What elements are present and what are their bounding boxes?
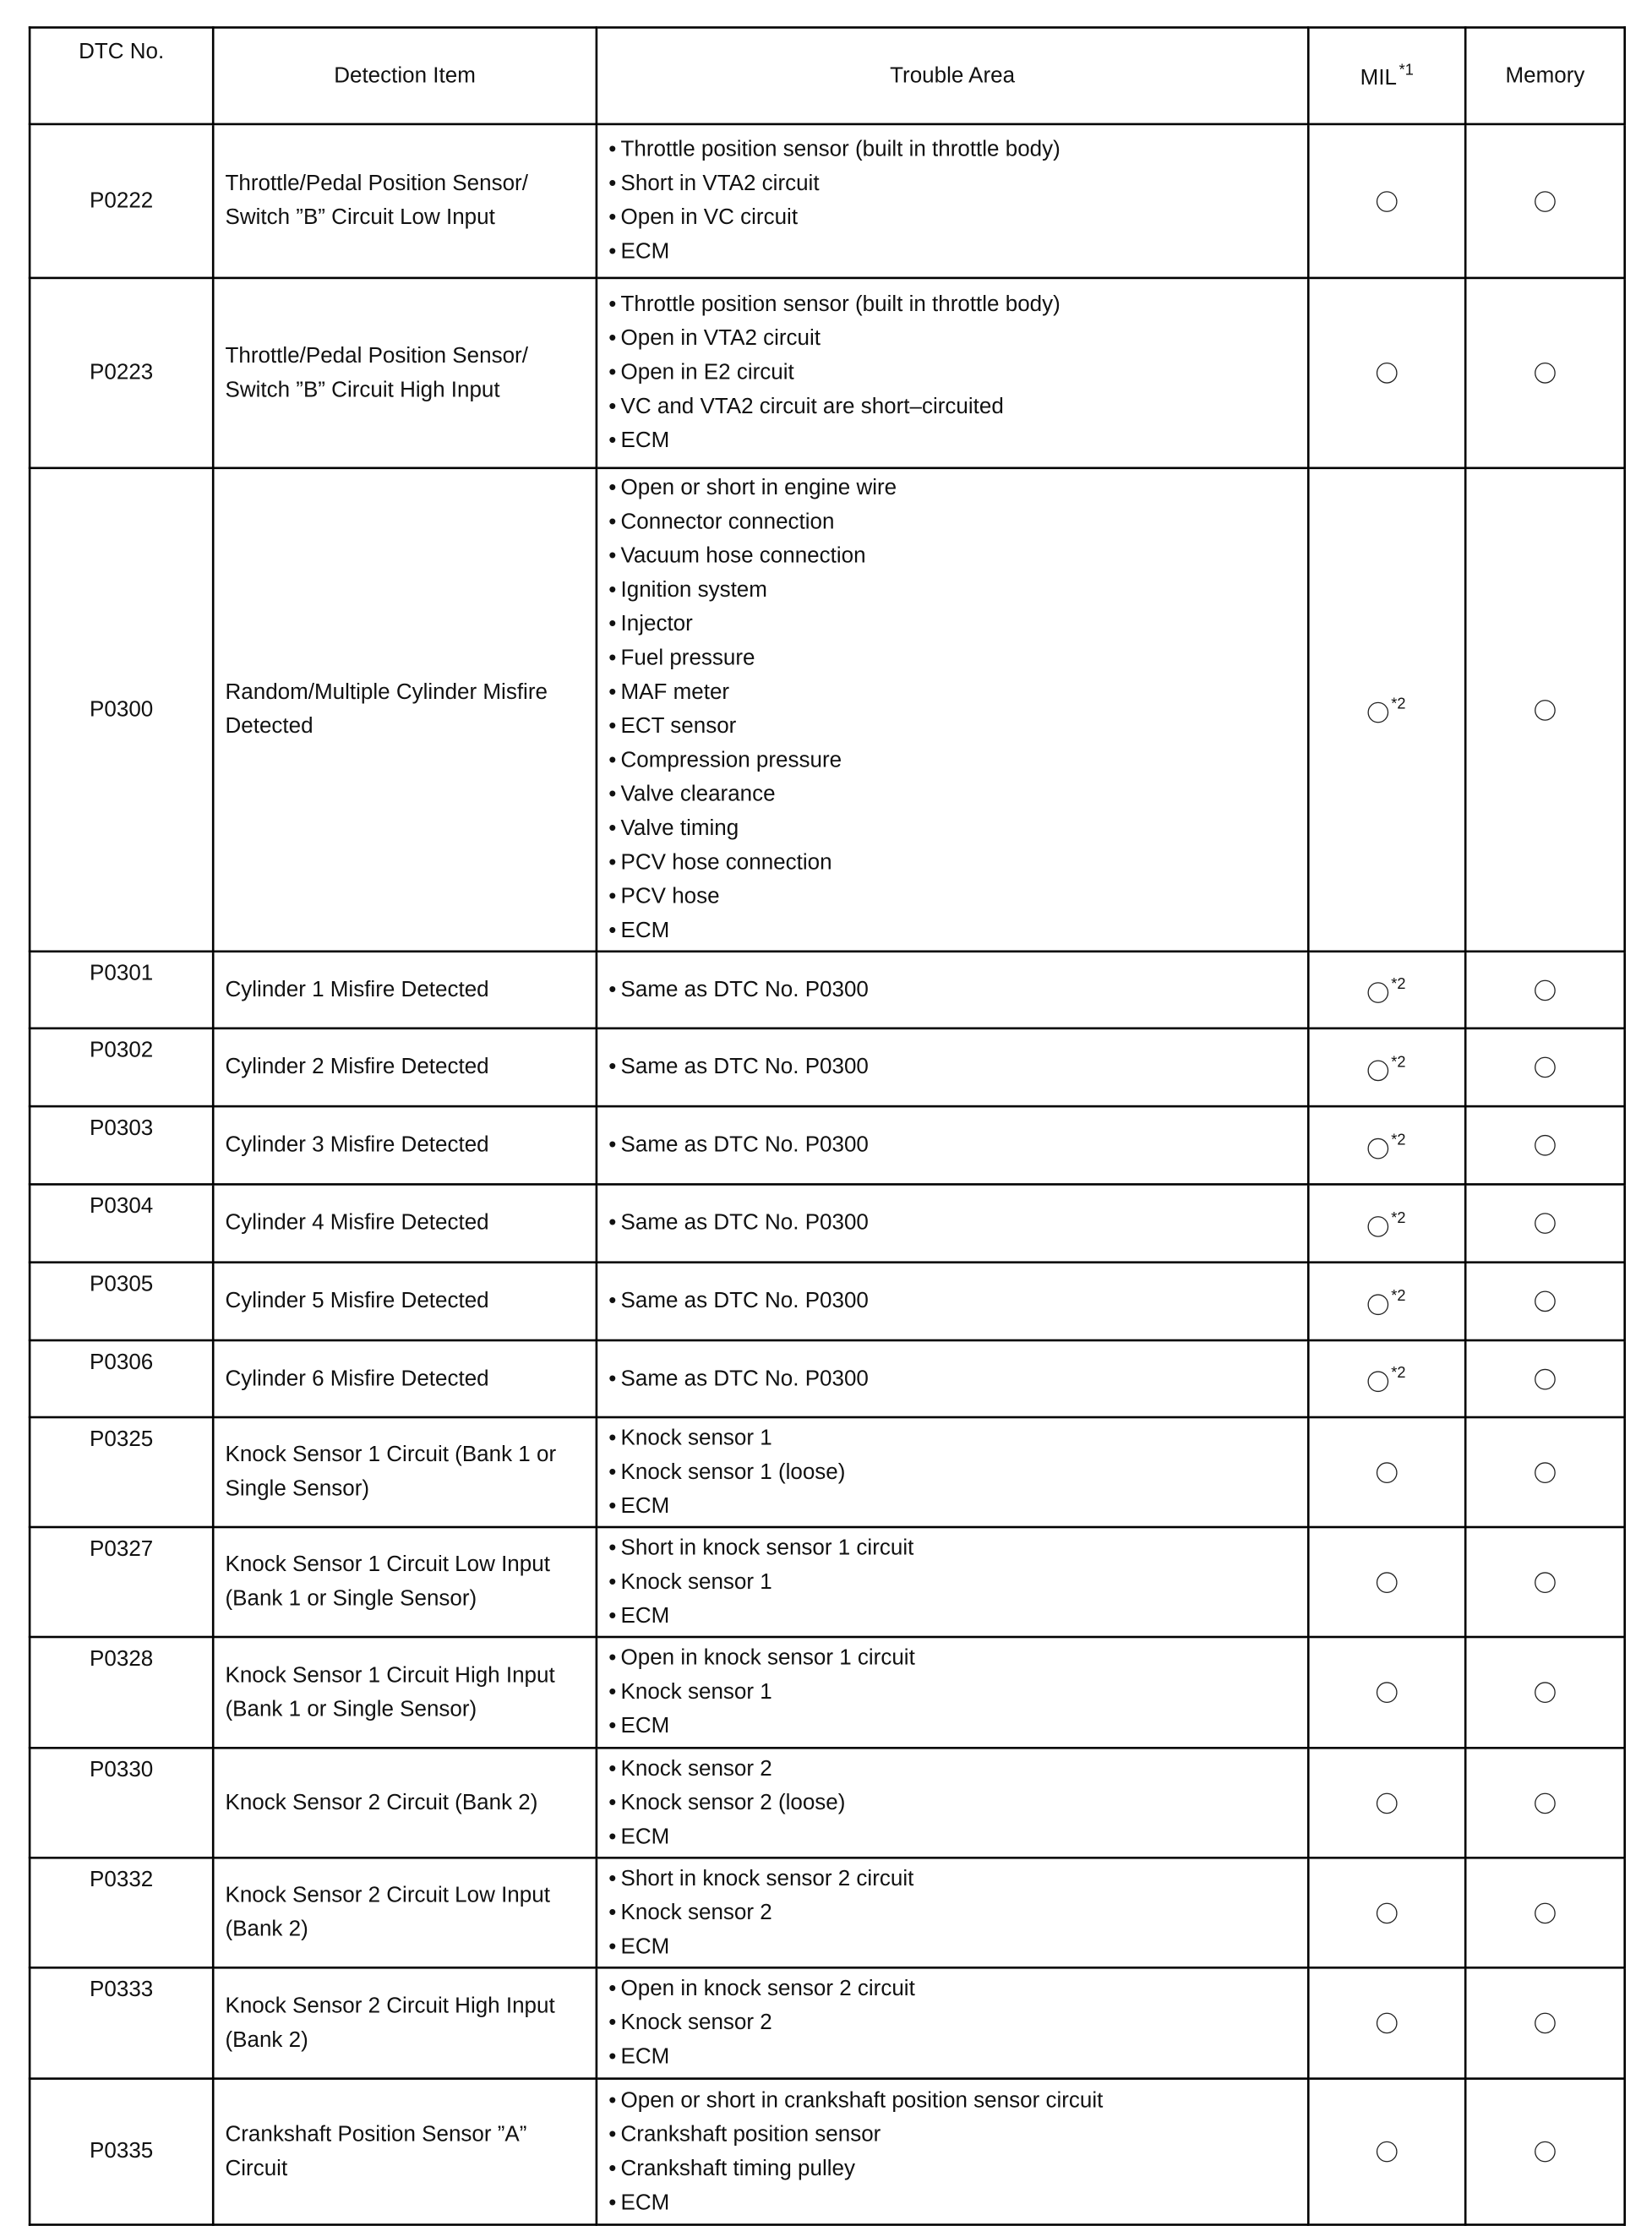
table-row <box>30 1527 1625 1637</box>
trouble-area-list <box>608 472 1307 948</box>
trouble-area-item: • Open or short in engine wire <box>608 472 1307 505</box>
mil-cell <box>1308 1527 1465 1637</box>
dtc-code: P0330 <box>30 1748 213 1858</box>
memory-cell <box>1465 1106 1625 1184</box>
dtc-code: P0306 <box>30 1340 213 1417</box>
memory-cell <box>1465 1028 1625 1106</box>
mil-footnote: *2 <box>1391 1208 1406 1226</box>
mil-footnote: *2 <box>1391 974 1406 992</box>
trouble-area-item: • PCV hose <box>608 880 1307 914</box>
mil-cell <box>1308 1858 1465 1967</box>
header-mil <box>1308 28 1465 124</box>
circle-mark-icon <box>1535 979 1556 1001</box>
circle-mark-icon <box>1535 1291 1556 1312</box>
dtc-code: P0302 <box>30 1028 213 1106</box>
dtc-code: P0222 <box>30 124 213 278</box>
circle-mark-icon <box>1535 1572 1556 1593</box>
trouble-area-item: • Injector <box>608 608 1307 641</box>
table-row <box>30 1748 1625 1858</box>
circle-mark-icon <box>1535 363 1556 384</box>
header-mil-label: MIL <box>1360 66 1398 90</box>
mil-footnote: *2 <box>1391 1363 1406 1382</box>
table-row <box>30 278 1625 468</box>
trouble-area-item: • ECM <box>608 914 1307 948</box>
trouble-area-item: • Knock sensor 1 <box>608 1565 1307 1599</box>
trouble-area-item: • Open in knock sensor 2 circuit <box>608 1972 1307 2006</box>
detection-item: Knock Sensor 1 Circuit High Input (Bank 1 or Single Sensor) <box>213 1637 597 1748</box>
mil-cell <box>1308 124 1465 278</box>
detection-item: Knock Sensor 2 Circuit Low Input (Bank 2) <box>213 1858 597 1967</box>
circle-mark-icon <box>1535 2141 1556 2163</box>
table-row <box>30 468 1625 952</box>
trouble-area-item: • Crankshaft position sensor <box>608 2118 1307 2152</box>
table-row <box>30 1028 1625 1106</box>
mil-cell <box>1308 1106 1465 1184</box>
table-header-row <box>30 28 1625 124</box>
table-row <box>30 2079 1625 2225</box>
table-row <box>30 1263 1625 1340</box>
table-row <box>30 124 1625 278</box>
table-row <box>30 1184 1625 1262</box>
dtc-code: P0301 <box>30 952 213 1028</box>
trouble-area-item: • ECT sensor <box>608 710 1307 744</box>
trouble-area-item: • Same as DTC No. P0300 <box>608 1361 1307 1395</box>
dtc-code: P0304 <box>30 1184 213 1262</box>
table-row <box>30 1858 1625 1967</box>
trouble-area-item: • Vacuum hose connection <box>608 539 1307 573</box>
trouble-area-item: • Knock sensor 1 <box>608 1675 1307 1709</box>
trouble-area-item: • Short in knock sensor 1 circuit <box>608 1531 1307 1565</box>
table-row <box>30 1967 1625 2078</box>
trouble-area-item: • Same as DTC No. P0300 <box>608 1050 1307 1084</box>
circle-mark-icon <box>1377 191 1398 212</box>
table-row <box>30 1340 1625 1417</box>
trouble-area-item: • Open in knock sensor 1 circuit <box>608 1641 1307 1675</box>
trouble-area-list <box>608 1285 1307 1318</box>
circle-mark-icon <box>1377 1462 1398 1483</box>
trouble-area <box>597 468 1308 952</box>
detection-item: Knock Sensor 2 Circuit High Input (Bank 2) <box>213 1967 597 2078</box>
dtc-code: P0325 <box>30 1417 213 1527</box>
detection-item: Knock Sensor 1 Circuit (Bank 1 or Single Sensor) <box>213 1417 597 1527</box>
memory-cell <box>1465 1748 1625 1858</box>
trouble-area-item: • Same as DTC No. P0300 <box>608 1128 1307 1162</box>
trouble-area <box>597 1858 1308 1967</box>
memory-cell <box>1465 1417 1625 1527</box>
circle-mark-icon <box>1535 1135 1556 1156</box>
trouble-area-item: • Knock sensor 1 (loose) <box>608 1455 1307 1489</box>
trouble-area-item: • ECM <box>608 1489 1307 1523</box>
circle-mark-icon <box>1377 2141 1398 2163</box>
mil-cell <box>1308 1028 1465 1106</box>
dtc-code: P0333 <box>30 1967 213 2078</box>
trouble-area-item: • Fuel pressure <box>608 641 1307 675</box>
trouble-area-item: • ECM <box>608 1710 1307 1743</box>
dtc-code: P0332 <box>30 1858 213 1967</box>
memory-cell <box>1465 1263 1625 1340</box>
mil-footnote: *2 <box>1391 1051 1406 1070</box>
mil-cell <box>1308 1417 1465 1527</box>
circle-mark-icon <box>1535 1683 1556 1704</box>
dtc-code: P0335 <box>30 2079 213 2225</box>
trouble-area-list <box>608 2083 1307 2219</box>
memory-cell <box>1465 2079 1625 2225</box>
table-row <box>30 952 1625 1028</box>
mil-cell <box>1308 952 1465 1028</box>
circle-mark-icon <box>1535 2013 1556 2034</box>
trouble-area-item: • ECM <box>608 1599 1307 1633</box>
header-memory: Memory <box>1465 28 1625 124</box>
circle-mark-icon <box>1535 1213 1556 1234</box>
detection-item: Cylinder 1 Misfire Detected <box>213 952 597 1028</box>
trouble-area-list <box>608 1972 1307 2075</box>
detection-item: Cylinder 5 Misfire Detected <box>213 1263 597 1340</box>
dtc-code: P0300 <box>30 468 213 952</box>
detection-item: Cylinder 3 Misfire Detected <box>213 1106 597 1184</box>
memory-cell <box>1465 468 1625 952</box>
trouble-area-item: • ECM <box>608 424 1307 458</box>
table-row <box>30 1637 1625 1748</box>
header-detection-item: Detection Item <box>213 28 597 124</box>
trouble-area-list <box>608 133 1307 269</box>
trouble-area <box>597 1527 1308 1637</box>
trouble-area-item: • Knock sensor 2 <box>608 1896 1307 1929</box>
trouble-area-item: • Valve timing <box>608 812 1307 846</box>
trouble-area-item: • Open in VTA2 circuit <box>608 322 1307 356</box>
trouble-area-list <box>608 1128 1307 1162</box>
circle-mark-icon <box>1535 1792 1556 1814</box>
mil-footnote: *2 <box>1391 694 1406 712</box>
mil-cell <box>1308 1263 1465 1340</box>
trouble-area-item: • Throttle position sensor (built in throttle body) <box>608 133 1307 166</box>
trouble-area-item: • Open or short in crankshaft position sensor circuit <box>608 2083 1307 2117</box>
table-row <box>30 1106 1625 1184</box>
circle-mark-icon <box>1377 1902 1398 1923</box>
trouble-area-item: • Same as DTC No. P0300 <box>608 1206 1307 1240</box>
trouble-area-item: • Same as DTC No. P0300 <box>608 1285 1307 1318</box>
detection-item: Crankshaft Position Sensor ”A” Circuit <box>213 2079 597 2225</box>
trouble-area-item: • Short in knock sensor 2 circuit <box>608 1862 1307 1896</box>
circle-mark-icon <box>1535 1368 1556 1389</box>
memory-cell <box>1465 1340 1625 1417</box>
trouble-area-item: • Throttle position sensor (built in throttle body) <box>608 288 1307 322</box>
trouble-area <box>597 2079 1308 2225</box>
mil-cell <box>1308 2079 1465 2225</box>
dtc-table <box>29 26 1626 2226</box>
trouble-area-item: • Knock sensor 2 <box>608 1752 1307 1786</box>
detection-item: Throttle/Pedal Position Sensor/ Switch ”B” Circuit Low Input <box>213 124 597 278</box>
trouble-area-list <box>608 1050 1307 1084</box>
trouble-area-item: • Open in E2 circuit <box>608 356 1307 390</box>
detection-item: Cylinder 4 Misfire Detected <box>213 1184 597 1262</box>
header-dtc-no: DTC No. <box>30 28 213 124</box>
mil-cell <box>1308 1748 1465 1858</box>
header-trouble-area: Trouble Area <box>597 28 1308 124</box>
circle-mark-icon <box>1377 1792 1398 1814</box>
trouble-area-item: • Knock sensor 1 <box>608 1421 1307 1455</box>
trouble-area <box>597 1637 1308 1748</box>
trouble-area-list <box>608 288 1307 459</box>
trouble-area-item: • Connector connection <box>608 505 1307 539</box>
circle-mark-icon <box>1535 1902 1556 1923</box>
circle-mark-icon <box>1368 1216 1389 1237</box>
memory-cell <box>1465 952 1625 1028</box>
trouble-area <box>597 952 1308 1028</box>
circle-mark-icon <box>1535 1462 1556 1483</box>
memory-cell <box>1465 1184 1625 1262</box>
dtc-code: P0303 <box>30 1106 213 1184</box>
dtc-code: P0328 <box>30 1637 213 1748</box>
mil-cell <box>1308 468 1465 952</box>
memory-cell <box>1465 1637 1625 1748</box>
trouble-area-list <box>608 1752 1307 1854</box>
circle-mark-icon <box>1368 1294 1389 1315</box>
trouble-area-item: • Knock sensor 2 <box>608 2006 1307 2040</box>
trouble-area-list <box>608 1531 1307 1634</box>
trouble-area-list <box>608 1421 1307 1524</box>
trouble-area-item: • Compression pressure <box>608 744 1307 777</box>
dtc-code: P0223 <box>30 278 213 468</box>
circle-mark-icon <box>1368 702 1389 723</box>
circle-mark-icon <box>1377 2013 1398 2034</box>
trouble-area-item: • ECM <box>608 235 1307 269</box>
header-mil-footnote: *1 <box>1398 60 1414 79</box>
circle-mark-icon <box>1377 363 1398 384</box>
detection-item: Cylinder 2 Misfire Detected <box>213 1028 597 1106</box>
trouble-area-list <box>608 973 1307 1007</box>
circle-mark-icon <box>1377 1572 1398 1593</box>
trouble-area-item: • Knock sensor 2 (loose) <box>608 1786 1307 1820</box>
trouble-area <box>597 1340 1308 1417</box>
trouble-area <box>597 278 1308 468</box>
trouble-area-item: • Same as DTC No. P0300 <box>608 973 1307 1007</box>
mil-footnote: *2 <box>1391 1130 1406 1148</box>
circle-mark-icon <box>1535 1057 1556 1078</box>
trouble-area <box>597 1263 1308 1340</box>
mil-cell <box>1308 278 1465 468</box>
trouble-area-item: • MAF meter <box>608 676 1307 710</box>
trouble-area <box>597 1417 1308 1527</box>
circle-mark-icon <box>1368 1372 1389 1393</box>
trouble-area-item: • Valve clearance <box>608 777 1307 811</box>
trouble-area-list <box>608 1641 1307 1743</box>
trouble-area-item: • Crankshaft timing pulley <box>608 2152 1307 2185</box>
circle-mark-icon <box>1368 982 1389 1003</box>
circle-mark-icon <box>1535 191 1556 212</box>
detection-item: Knock Sensor 1 Circuit Low Input (Bank 1 or Single Sensor) <box>213 1527 597 1637</box>
mil-cell <box>1308 1340 1465 1417</box>
dtc-code: P0327 <box>30 1527 213 1637</box>
memory-cell <box>1465 124 1625 278</box>
trouble-area-item: • Short in VTA2 circuit <box>608 167 1307 201</box>
circle-mark-icon <box>1368 1138 1389 1159</box>
memory-cell <box>1465 1858 1625 1967</box>
detection-item: Knock Sensor 2 Circuit (Bank 2) <box>213 1748 597 1858</box>
trouble-area <box>597 1028 1308 1106</box>
trouble-area <box>597 1967 1308 2078</box>
table-row <box>30 1417 1625 1527</box>
trouble-area <box>597 124 1308 278</box>
trouble-area <box>597 1106 1308 1184</box>
trouble-area-item: • Ignition system <box>608 574 1307 608</box>
detection-item: Random/Multiple Cylinder Misfire Detected <box>213 468 597 952</box>
detection-item: Cylinder 6 Misfire Detected <box>213 1340 597 1417</box>
trouble-area-list <box>608 1206 1307 1240</box>
trouble-area-item: • VC and VTA2 circuit are short–circuited <box>608 390 1307 423</box>
trouble-area <box>597 1748 1308 1858</box>
mil-cell <box>1308 1637 1465 1748</box>
trouble-area-item: • PCV hose connection <box>608 846 1307 880</box>
mil-cell <box>1308 1184 1465 1262</box>
trouble-area-list <box>608 1862 1307 1964</box>
dtc-code: P0305 <box>30 1263 213 1340</box>
trouble-area-item: • ECM <box>608 2185 1307 2219</box>
memory-cell <box>1465 1527 1625 1637</box>
mil-cell <box>1308 1967 1465 2078</box>
trouble-area-list <box>608 1361 1307 1395</box>
circle-mark-icon <box>1377 1683 1398 1704</box>
circle-mark-icon <box>1368 1060 1389 1081</box>
circle-mark-icon <box>1535 700 1556 721</box>
detection-item: Throttle/Pedal Position Sensor/ Switch ”B” Circuit High Input <box>213 278 597 468</box>
memory-cell <box>1465 1967 1625 2078</box>
trouble-area-item: • Open in VC circuit <box>608 201 1307 235</box>
trouble-area-item: • ECM <box>608 2040 1307 2074</box>
mil-footnote: *2 <box>1391 1285 1406 1304</box>
trouble-area <box>597 1184 1308 1262</box>
memory-cell <box>1465 278 1625 468</box>
trouble-area-item: • ECM <box>608 1929 1307 1963</box>
trouble-area-item: • ECM <box>608 1820 1307 1853</box>
